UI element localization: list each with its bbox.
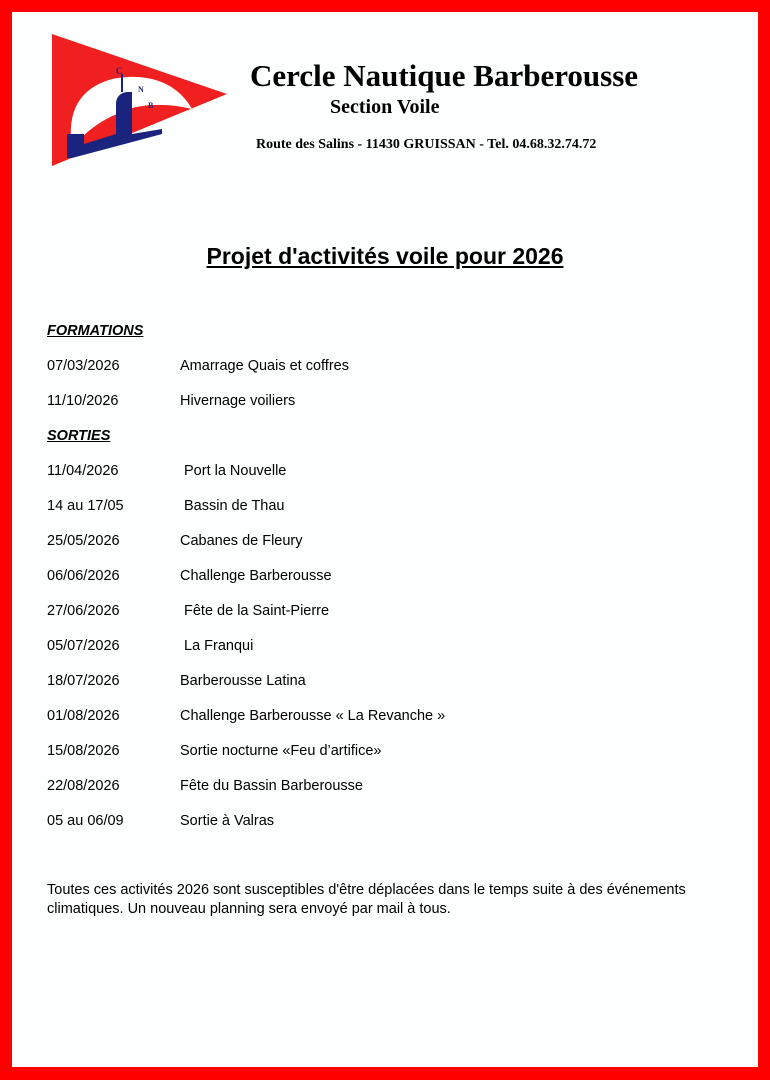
sortie-label: Cabanes de Fleury xyxy=(180,533,303,549)
formations-heading: FORMATIONS xyxy=(47,323,144,339)
document-title: Projet d'activités voile pour 2026 xyxy=(206,243,564,269)
club-address: Route des Salins - 11430 GRUISSAN - Tel. 04.68.32.74.72 xyxy=(256,137,597,152)
sortie-date: 05/07/2026 xyxy=(47,638,120,654)
sortie-label: La Franqui xyxy=(184,638,254,654)
svg-text:C: C xyxy=(116,66,123,76)
sortie-label: Sortie nocturne «Feu d’artifice» xyxy=(180,743,382,759)
sorties-heading: SORTIES xyxy=(47,428,111,444)
sortie-label: Challenge Barberousse « La Revanche » xyxy=(180,708,446,724)
formation-label: Amarrage Quais et coffres xyxy=(180,358,349,374)
sortie-label: Port la Nouvelle xyxy=(184,463,287,479)
formation-date: 11/10/2026 xyxy=(47,393,119,409)
sortie-date: 05 au 06/09 xyxy=(47,813,124,829)
sortie-date: 14 au 17/05 xyxy=(47,498,124,514)
sortie-date: 22/08/2026 xyxy=(47,778,120,794)
sortie-label: Challenge Barberousse xyxy=(180,568,332,584)
sortie-label: Sortie à Valras xyxy=(180,813,275,829)
sortie-date: 06/06/2026 xyxy=(47,568,120,584)
sortie-date: 25/05/2026 xyxy=(47,533,120,549)
svg-text:N: N xyxy=(138,85,144,94)
formation-date: 07/03/2026 xyxy=(47,358,120,374)
footnote: Toutes ces activités 2026 sont susceptibles d'être déplacées dans le temps suite à des événements climatiques. Un nouveau planning sera envoyé par mail à tous. xyxy=(47,882,686,917)
sortie-label: Bassin de Thau xyxy=(184,498,285,514)
club-name: Cercle Nautique Barberousse xyxy=(250,58,639,93)
sortie-label: Fête de la Saint-Pierre xyxy=(184,603,330,619)
sortie-label: Fête du Bassin Barberousse xyxy=(180,778,363,794)
sortie-date: 15/08/2026 xyxy=(47,743,120,759)
sortie-date: 27/06/2026 xyxy=(47,603,120,619)
svg-text:B: B xyxy=(148,101,154,110)
club-pennant-logo xyxy=(52,34,227,166)
document-page xyxy=(12,12,758,1067)
sortie-date: 11/04/2026 xyxy=(47,463,119,479)
formation-label: Hivernage voiliers xyxy=(180,393,296,409)
sortie-date: 18/07/2026 xyxy=(47,673,120,689)
section-name: Section Voile xyxy=(330,96,440,118)
sortie-label: Barberousse Latina xyxy=(180,673,306,689)
sortie-date: 01/08/2026 xyxy=(47,708,120,724)
